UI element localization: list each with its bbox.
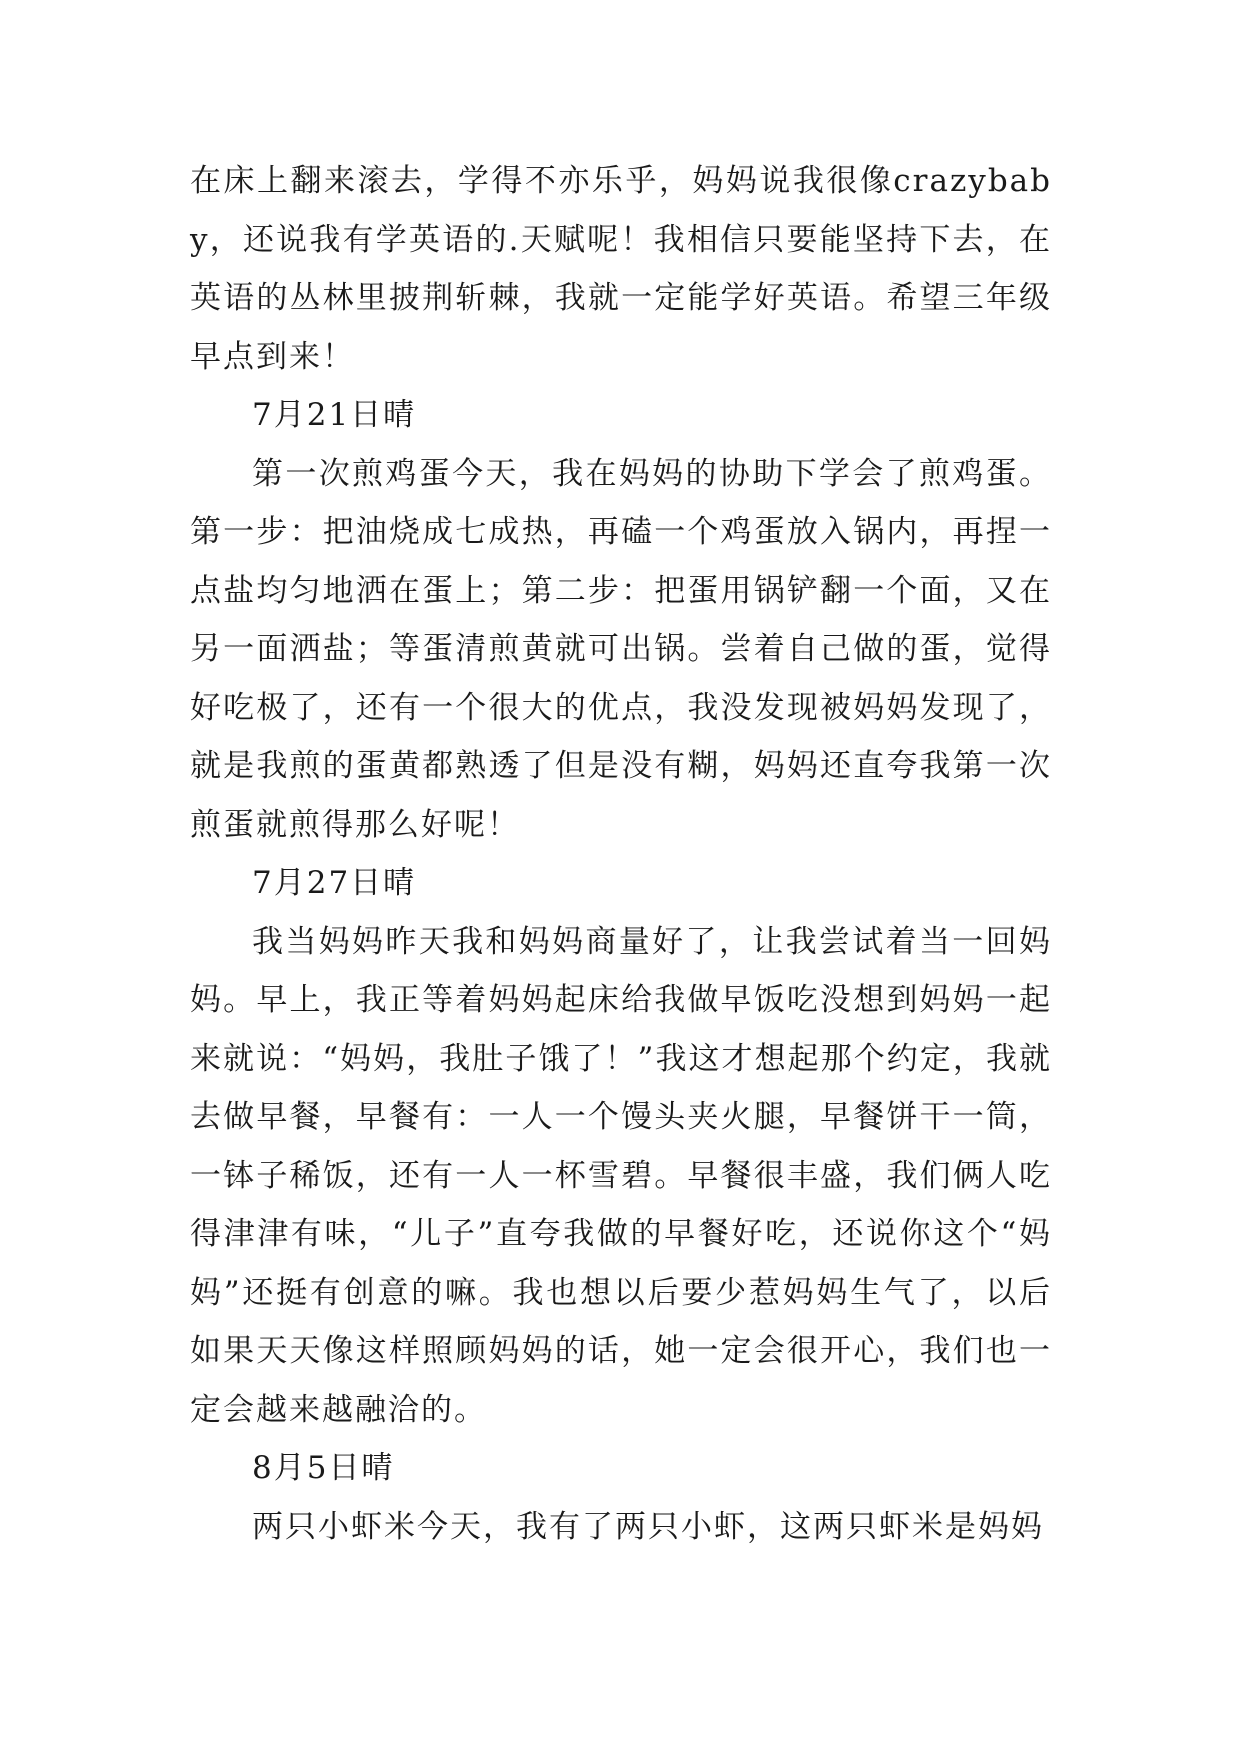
document-body	[190, 152, 1052, 1556]
diary-date-jul-27: 7月27日晴	[252, 865, 417, 901]
diary-date-aug-5: 8月5日晴	[252, 1450, 395, 1486]
paragraph-first-fried-egg: 第一次煎鸡蛋今天，我在妈妈的协助下学会了煎鸡蛋。第一步：把油烧成七成热，再磕一个鸡蛋放入锅内，再捏一点盐均匀地洒在蛋上；第二步：把蛋用锅铲翻一个面，又在另一面洒盐；等蛋清煎黄就可出锅。尝着自己做的蛋，觉得好吃极了，还有一个很大的优点，我没发现被妈妈发现了，就是我煎的蛋黄都熟透了但是没有糊，妈妈还直夸我第一次煎蛋就煎得那么好呢！	[190, 455, 1052, 843]
paragraph-being-mom: 我当妈妈昨天我和妈妈商量好了，让我尝试着当一回妈妈。早上，我正等着妈妈起床给我做早饭吃没想到妈妈一起来就说：“妈妈，我肚子饿了！”我这才想起那个约定，我就去做早餐，早餐有：一人一个馒头夹火腿，早餐饼干一筒，一钵子稀饭，还有一人一杯雪碧。早餐很丰盛，我们俩人吃得津津有味，“儿子”直夸我做的早餐好吃，还说你这个“妈妈”还挺有创意的嘛。我也想以后要少惹妈妈生气了，以后如果天天像这样照顾妈妈的话，她一定会很开心，我们也一定会越来越融洽的。	[190, 923, 1052, 1428]
paragraph-two-shrimps: 两只小虾米今天，我有了两只小虾，这两只虾米是妈妈	[252, 1508, 1044, 1545]
paragraph-english-learning: 在床上翻来滚去，学得不亦乐乎，妈妈说我很像crazybaby，还说我有学英语的.天赋呢！我相信只要能坚持下去，在英语的丛林里披荆斩棘，我就一定能学好英语。希望三年级早点到来！	[190, 163, 1052, 375]
diary-date-jul-21: 7月21日晴	[252, 397, 417, 433]
